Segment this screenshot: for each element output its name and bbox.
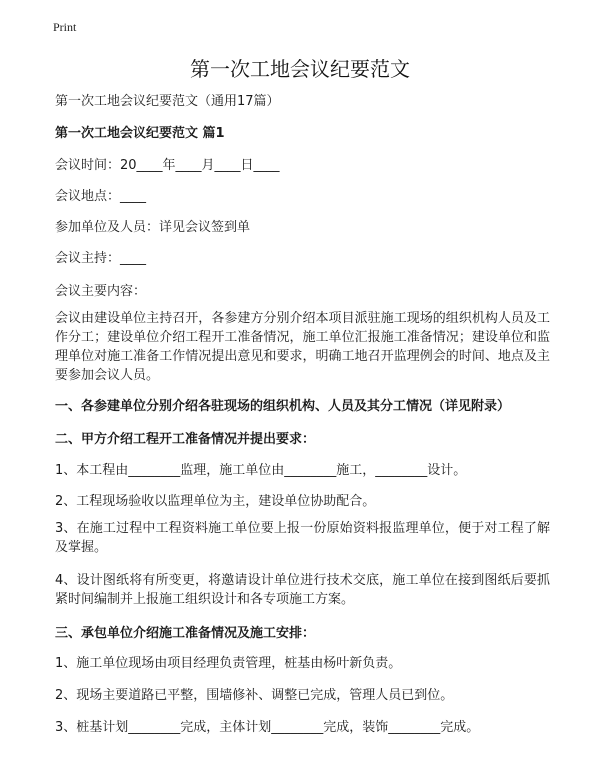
attendees-field: 参加单位及人员：详见会议签到单	[55, 220, 251, 235]
meeting-time-field: 会议时间：20____年____月____日____	[55, 158, 280, 173]
list-item: 2、现场主要道路已平整，围墙修补、调整已完成，管理人员已到位。	[55, 688, 454, 703]
list-item: 3、桩基计划________完成，主体计划________完成，装饰________完成。	[55, 720, 480, 735]
heading-1: 一、各参建单位分别介绍各驻现场的组织机构、人员及其分工情况（详见附录）	[55, 399, 511, 414]
heading-3: 三、承包单位介绍施工准备情况及施工安排：	[55, 626, 316, 641]
list-item: 1、本工程由________监理，施工单位由________施工，________设计。	[55, 463, 467, 478]
list-item: 2、工程现场验收以监理单位为主，建设单位协助配合。	[55, 494, 376, 509]
print-label[interactable]: Print	[53, 20, 77, 34]
meeting-place-field: 会议地点：____	[55, 189, 147, 204]
content-label: 会议主要内容：	[55, 284, 147, 299]
list-item: 4、设计图纸将有所变更，将邀请设计单位进行技术交底，施工单位在接到图纸后要抓紧时间编制并上报施工组织设计和各专项施工方案。	[55, 573, 550, 607]
section-heading: 第一次工地会议纪要范文 篇1	[55, 126, 225, 141]
intro-paragraph: 会议由建设单位主持召开，各参建方分别介绍本项目派驻施工现场的组织机构人员及工作分工；建设单位介绍工程开工准备情况，施工单位汇报施工准备情况；建设单位和监理单位对施工准备工作情况提出意见和要求，明确工地召开监理例会的时间、地点及主要参加会议人员。	[55, 311, 550, 383]
list-item: 3、在施工过程中工程资料施工单位要上报一份原始资料报监理单位，便于对工程了解及掌握。	[55, 521, 550, 555]
document-title: 第一次工地会议纪要范文	[190, 57, 410, 81]
meeting-host-field: 会议主持：____	[55, 251, 147, 266]
list-item: 1、施工单位现场由项目经理负责管理，桩基由杨叶新负责。	[55, 656, 402, 671]
document-subtitle: 第一次工地会议纪要范文（通用17篇）	[55, 94, 280, 109]
heading-2: 二、甲方介绍工程开工准备情况并提出要求：	[55, 432, 316, 447]
